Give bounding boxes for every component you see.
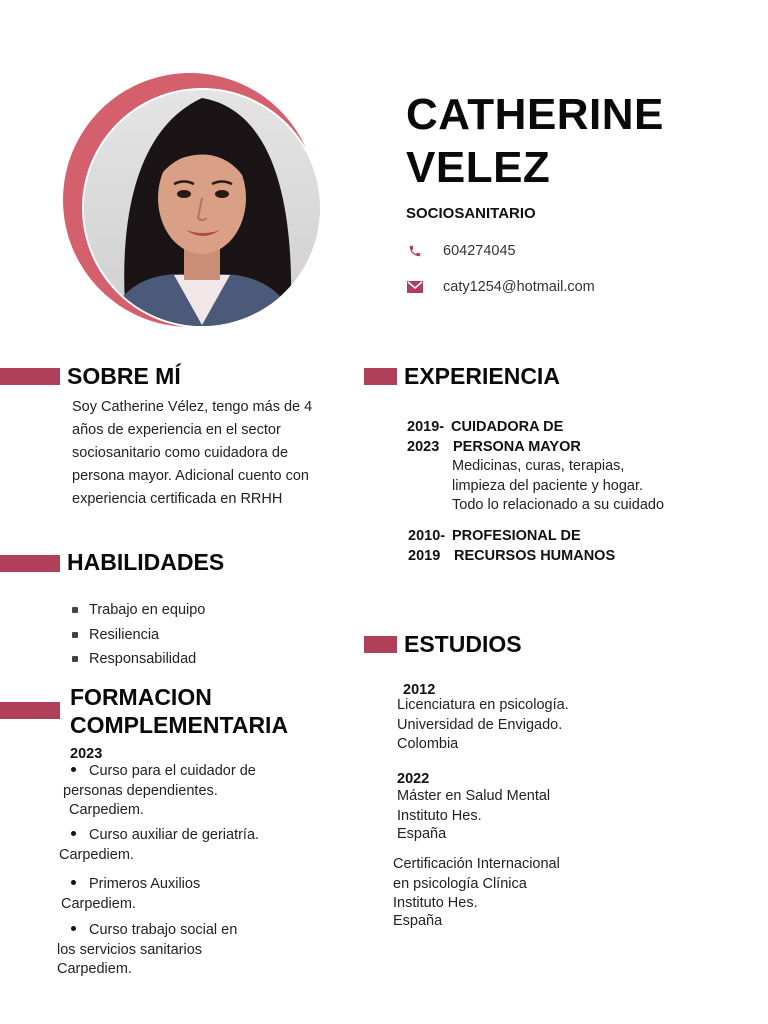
profile-photo (62, 70, 322, 330)
bullet-icon (71, 767, 76, 772)
email-address: caty1254@hotmail.com (443, 279, 595, 295)
education-item: Máster en Salud Mental Instituto Hes. España (397, 788, 551, 842)
contact-phone (406, 243, 516, 259)
list-item: Curso trabajo social en los servicios sanitarios Carpediem. (57, 922, 238, 977)
training-title: FORMACION COMPLEMENTARIA (70, 684, 289, 738)
list-item: Resiliencia (72, 623, 205, 648)
first-name: CATHERINE (406, 90, 664, 139)
education-year: 2022 (397, 771, 430, 787)
bullet-icon (72, 632, 78, 638)
list-item: Primeros Auxilios Carpediem. (61, 876, 201, 912)
section-bar (364, 636, 397, 653)
job-role: SOCIOSANITARIO (406, 205, 536, 222)
skills-list (72, 598, 205, 672)
list-item: Curso para el cuidador de personas dependientes. Carpediem. (63, 763, 256, 818)
bullet-icon (71, 880, 76, 885)
section-bar (364, 368, 397, 385)
list-item: Trabajo en equipo (72, 598, 205, 623)
section-bar (0, 702, 60, 719)
bullet-icon (72, 607, 78, 613)
last-name: VELEZ (406, 143, 551, 192)
phone-icon (406, 244, 424, 258)
experience-title: EXPERIENCIA (404, 363, 560, 389)
list-item: Responsabilidad (72, 647, 205, 672)
mail-icon (406, 280, 424, 294)
bullet-icon (71, 831, 76, 836)
training-year: 2023 (70, 746, 103, 762)
experience-item: 2019- CUIDADORA DE 2023 PERSONA MAYOR Medicinas, curas, terapias, limpieza del paciente y hogar. Todo lo relacionado a su cuidado (407, 419, 665, 513)
profile-photo-graphic (62, 70, 322, 330)
section-bar (0, 555, 60, 572)
bullet-icon (71, 926, 76, 931)
experience-item: 2010- PROFESIONAL DE 2019 RECURSOS HUMANOS (408, 528, 616, 564)
education-item: Licenciatura en psicología. Universidad de Envigado. Colombia (397, 697, 569, 752)
phone-number: 604274045 (443, 243, 516, 259)
bullet-icon (72, 656, 78, 662)
education-item: Certificación Internacional en psicología Clínica Instituto Hes. España (393, 856, 560, 929)
education-year: 2012 (403, 682, 436, 698)
about-text: Soy Catherine Vélez, tengo más de 4 años de experiencia en el sector sociosanitario como cuidadora de persona mayor. Adicional cuento con experiencia certificada en RRHH (72, 399, 313, 507)
contact-email (406, 279, 595, 295)
list-item: Curso auxiliar de geriatría. Carpediem. (59, 827, 260, 863)
section-bar (0, 368, 60, 385)
skills-title: HABILIDADES (67, 549, 225, 575)
education-title: ESTUDIOS (404, 631, 522, 657)
about-title: SOBRE MÍ (67, 363, 181, 389)
